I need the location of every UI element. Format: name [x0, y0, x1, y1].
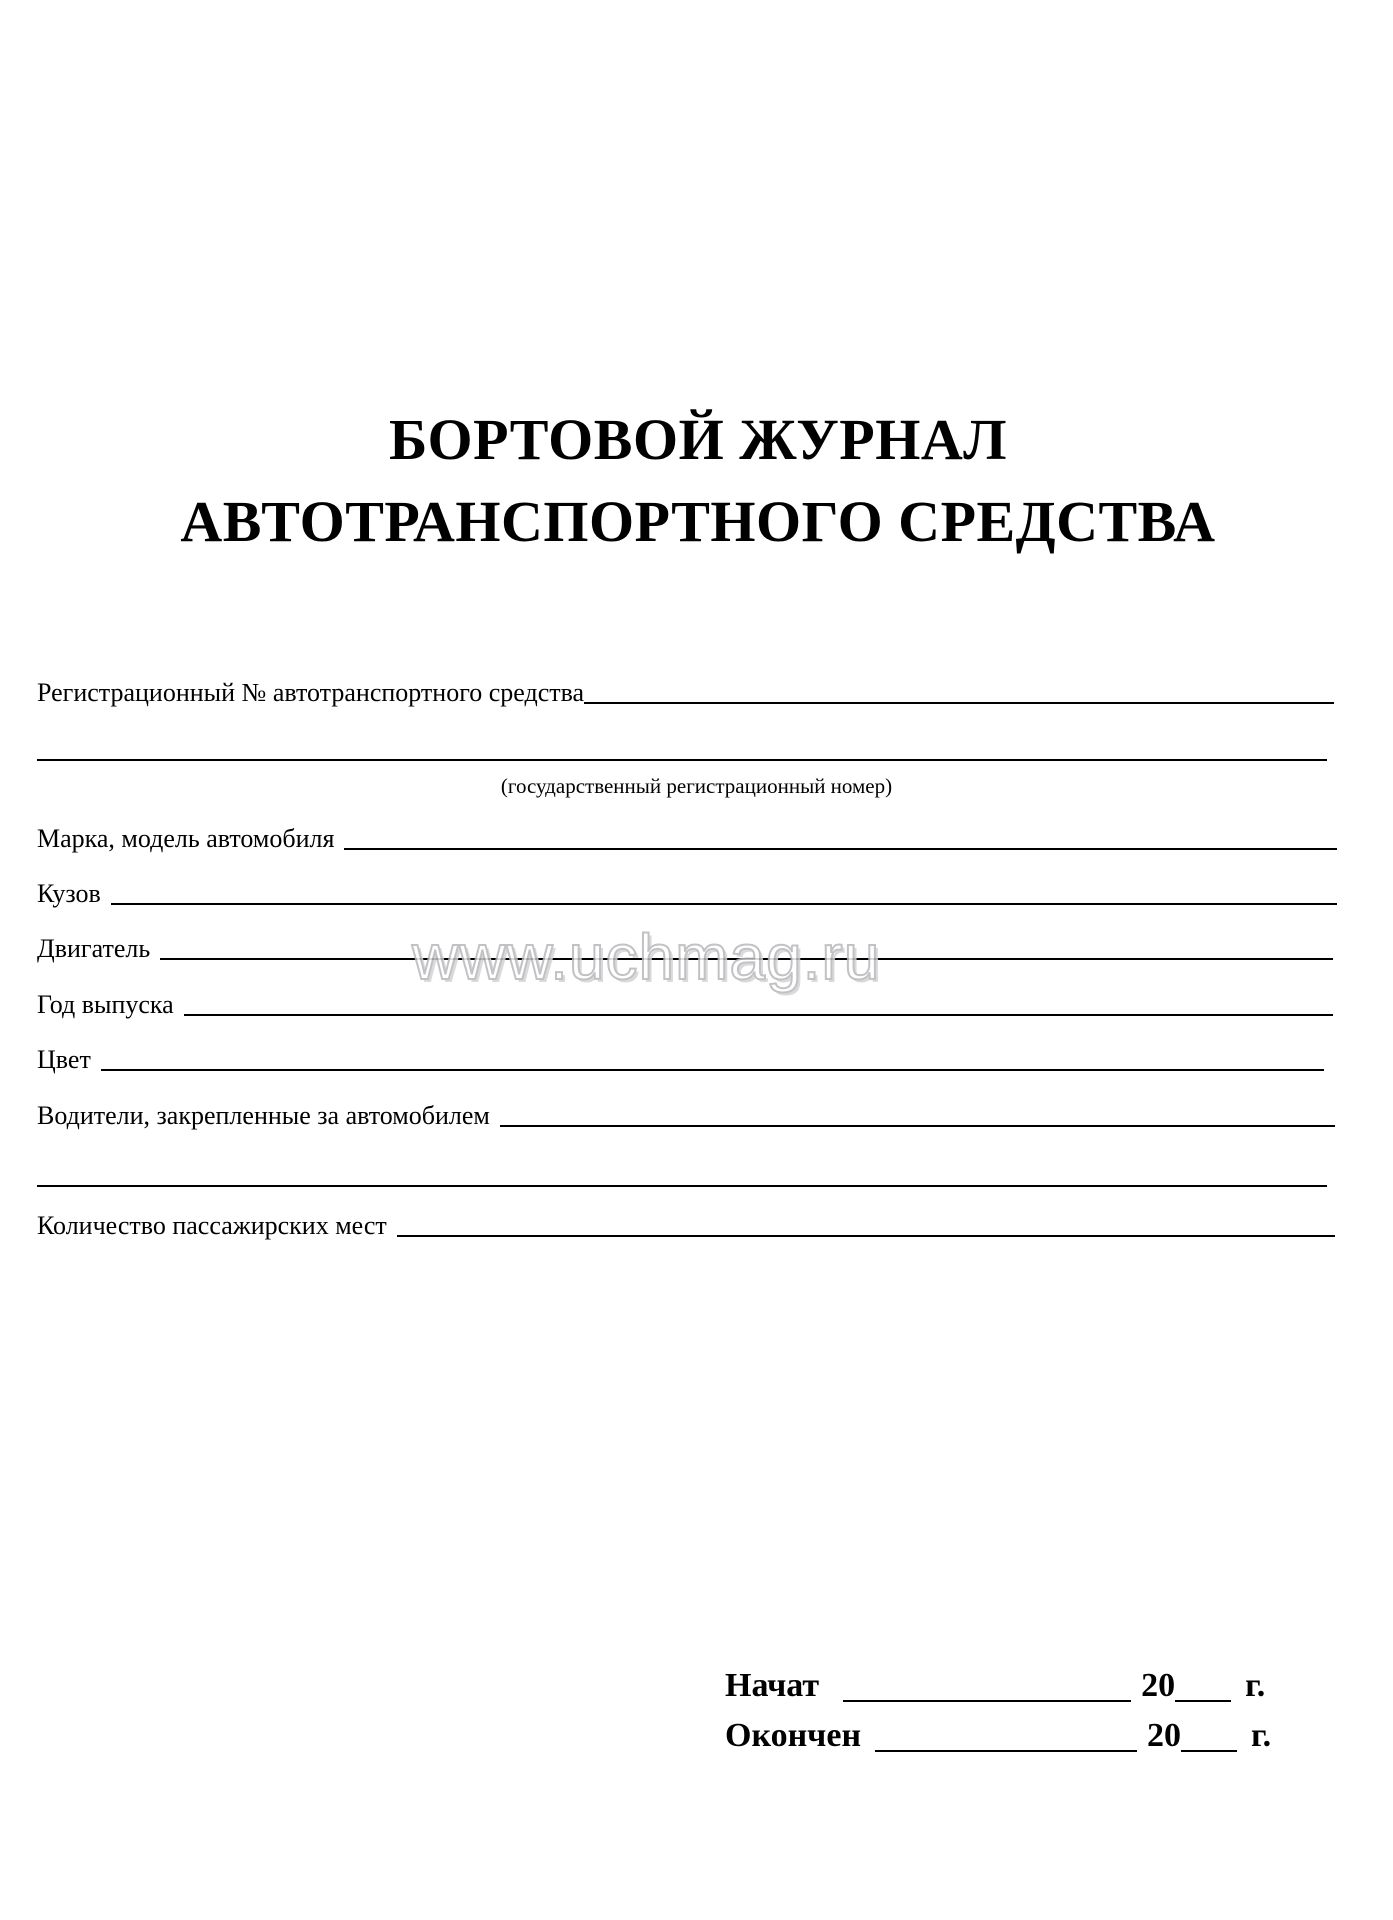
finished-label: Окончен — [725, 1717, 862, 1754]
finished-year-prefix: 20 — [1147, 1717, 1182, 1754]
color-line[interactable] — [101, 1043, 1324, 1071]
started-year-line[interactable] — [1175, 1670, 1231, 1702]
color-field[interactable] — [37, 1043, 1324, 1076]
registration-number-label: Регистрационный № автотранспортного средства — [37, 678, 585, 707]
document-title-line-2: АВТОТРАНСПОРТНОГО СРЕДСТВА — [180, 489, 1216, 554]
make-model-field[interactable] — [37, 822, 1337, 855]
drivers-line[interactable] — [500, 1099, 1335, 1127]
color-label: Цвет — [37, 1045, 91, 1074]
year-label: Год выпуска — [37, 990, 174, 1019]
make-model-line[interactable] — [344, 822, 1337, 850]
finished-date-line[interactable] — [875, 1720, 1137, 1752]
body-line[interactable] — [111, 877, 1337, 905]
make-model-label: Марка, модель автомобиля — [37, 824, 335, 853]
registration-number-line-2[interactable] — [37, 759, 1327, 761]
finished-year-line[interactable] — [1181, 1720, 1237, 1752]
registration-number-field[interactable] — [37, 676, 1334, 709]
passenger-seats-line[interactable] — [397, 1209, 1335, 1237]
started-year-prefix: 20 — [1141, 1667, 1176, 1704]
finished-date[interactable] — [725, 1716, 1271, 1756]
watermark: www.uchmag.ru — [412, 921, 881, 993]
passenger-seats-label: Количество пассажирских мест — [37, 1211, 387, 1240]
drivers-line-2[interactable] — [37, 1185, 1327, 1187]
started-date-line[interactable] — [843, 1670, 1131, 1702]
body-label: Кузов — [37, 879, 101, 908]
started-year-suffix: г. — [1245, 1667, 1266, 1704]
body-field[interactable] — [37, 877, 1337, 910]
finished-year-suffix: г. — [1251, 1717, 1272, 1754]
registration-number-hint: (государственный регистрационный номер) — [500, 774, 893, 798]
started-label: Начат — [725, 1667, 820, 1704]
drivers-label: Водители, закрепленные за автомобилем — [37, 1101, 490, 1130]
engine-label: Двигатель — [37, 934, 151, 963]
drivers-field[interactable] — [37, 1099, 1335, 1132]
registration-number-line[interactable] — [584, 676, 1334, 704]
document-title-line-1: БОРТОВОЙ ЖУРНАЛ — [389, 407, 1007, 472]
started-date[interactable] — [725, 1666, 1265, 1706]
passenger-seats-field[interactable] — [37, 1209, 1335, 1242]
